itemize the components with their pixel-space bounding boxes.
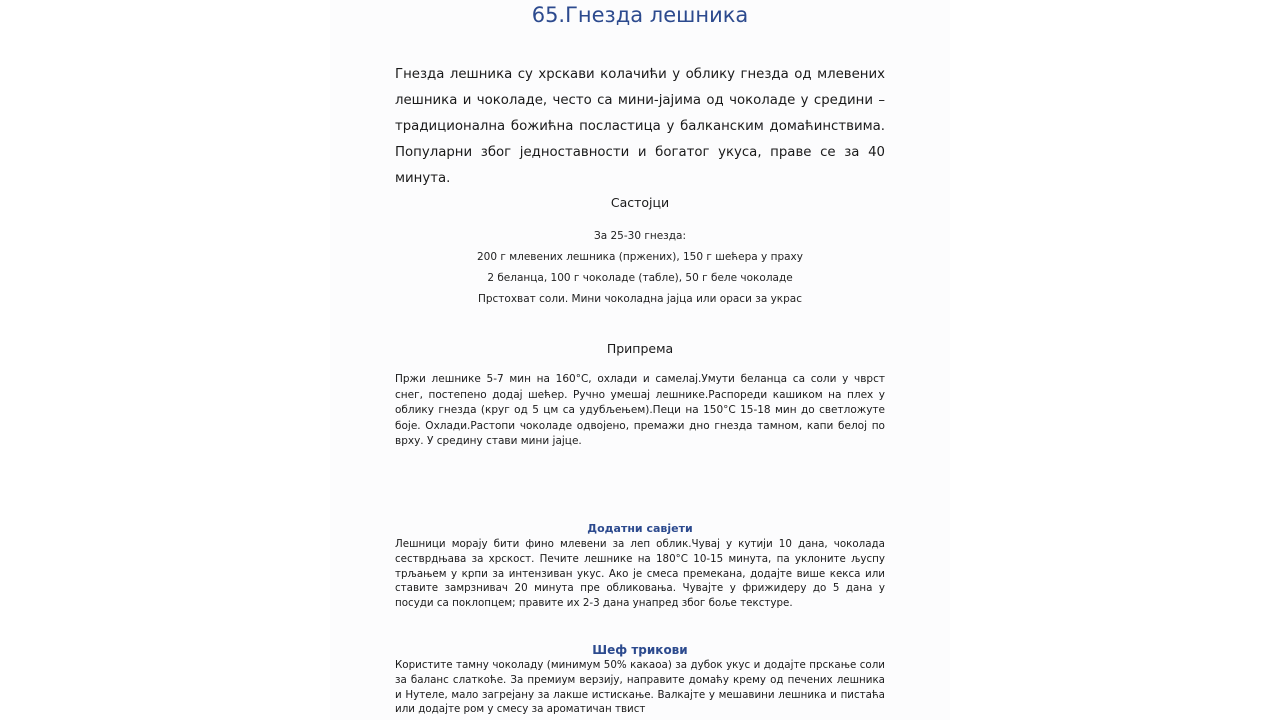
chef-tricks-heading: Шеф трикови [592, 643, 688, 657]
recipe-title: 65.Гнезда лешника [531, 3, 749, 27]
chef-tricks-text: Користите тамну чоколаду (минимум 50% какаоа) за дубок укус и додајте прскање соли за баланс слаткоће. За премиум верзију, направите домаћу крему од печених лешника и Нутеле, мало загрејану за лакше истискање. Валкајте у мешавини лешника и пистаћа или додајте ром у смесу за ароматичан твист [395, 659, 885, 716]
preparation-heading: Припрема [606, 341, 674, 356]
intro-paragraph: Гнезда лешника су хрскави колачићи у облику гнезда од млевених лешника и чоколаде, често са мини-јајима од чоколаде у средини – традиционална божићна посластица у балканским домаћинствима. Популарни због једноставности и богатог укуса, праве се за 40 минута. [395, 67, 885, 186]
ingredient-line: 200 г млевених лешника (пржених), 150 г шећера у праху [476, 251, 803, 263]
tips-text: Лешници морају бити фино млевени за леп облик.Чувај у кутији 10 дана, чоколада сестврдњава за хрскост. Печите лешнике на 180°C 10-15 минута, па уклоните љуспу трљањем у крпи за интензиван укус. Ако је смеса премекана, додајте више кекса или ставите замрзнивач 20 минута пре обликовања. Чувајте у фрижидеру до 5 дана у посуди са поклопцем; правите их 2-3 дана унапред због боље текстуре. [395, 538, 885, 610]
preparation-text: Пржи лешнике 5-7 мин на 160°С, охлади и самелај.Умути беланца са соли у чврст снег, постепено додај шећер. Ручно умешај лешнике.Распореди кашиком на плех у облику гнезда (круг од 5 цм са удубљењем).Пеци на 150°С 15-18 мин до светложуте боје. Охлади.Растопи чоколаде одвојено, премажи дно гнезда тамном, капи белој по врху. У средину стави мини јајце. [395, 373, 885, 447]
ingredient-line: Прстохват соли. Мини чоколадна јајца или ораси за украс [477, 293, 803, 305]
tips-heading: Додатни савјети [587, 522, 693, 535]
ingredient-line: За 25-30 гнезда: [593, 230, 686, 242]
ingredient-line: 2 беланца, 100 г чоколаде (табле), 50 г беле чоколаде [487, 272, 793, 284]
ingredients-heading: Састојци [610, 195, 670, 210]
